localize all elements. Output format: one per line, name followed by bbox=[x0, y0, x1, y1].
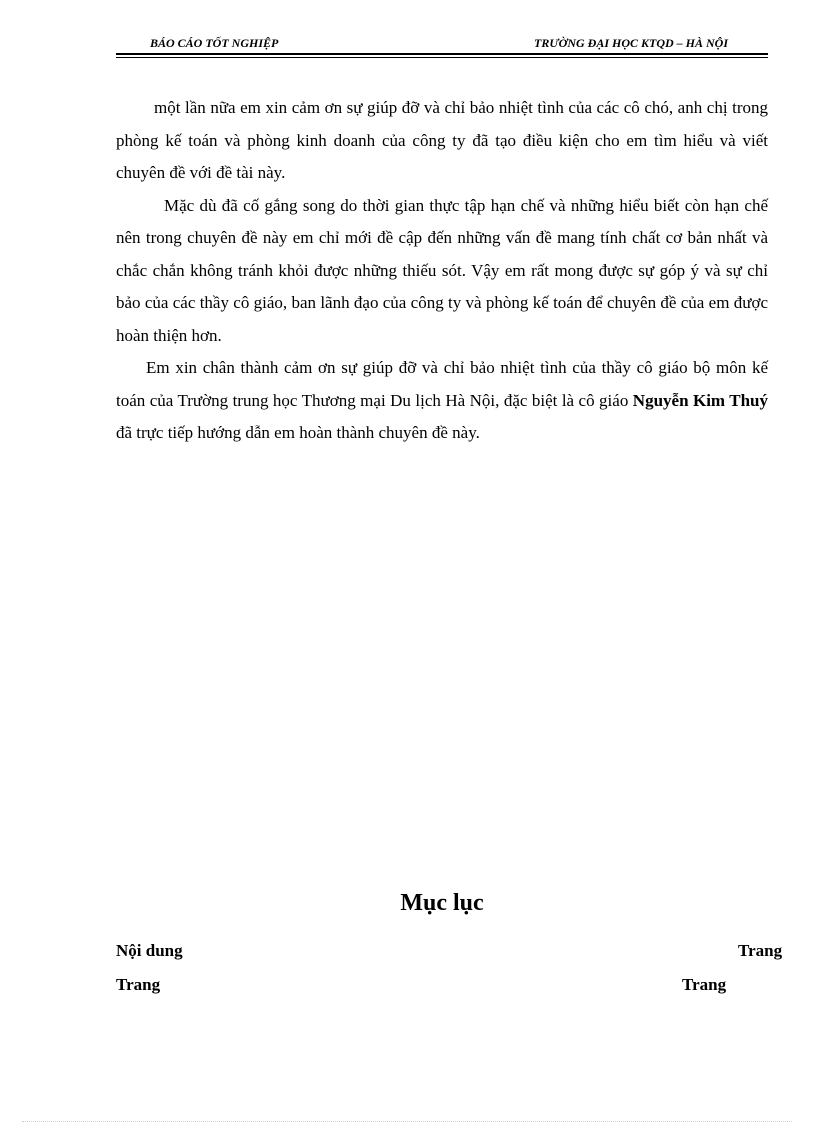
header-rule-thick bbox=[116, 53, 768, 55]
paragraph-thanks-teachers-start: Em xin chân thành cảm ơn sự giúp đỡ và chỉ bảo nhiệt tình của thầy cô giáo bộ môn kế toán của Trường trung học Thương mại Du lịch Hà Nội, đặc biệt là cô giáo bbox=[116, 358, 768, 410]
paragraph-thanks-teachers-end: đã trực tiếp hướng dẫn em hoàn thành chuyên đề này. bbox=[116, 423, 480, 442]
header-report-title: BÁO CÁO TỐT NGHIỆP bbox=[150, 36, 279, 50]
header-university: TRƯỜNG ĐẠI HỌC KTQD – HÀ NỘI bbox=[534, 36, 728, 50]
body-text bbox=[116, 92, 768, 450]
toc-page-label-right: Trang bbox=[682, 975, 727, 994]
paragraph-thanks-company: một lần nữa em xin cảm ơn sự giúp đỡ và chỉ bảo nhiệt tình của các cô chó, anh chị trong phòng kế toán và phòng kinh doanh của công ty đã tạo điều kiện cho em tìm hiểu và viết chuyên đề với đề tài này. bbox=[116, 98, 768, 182]
paragraph-limitations: Mặc dù đã cố gắng song do thời gian thực tập hạn chế và những hiểu biết còn hạn chế nên trong chuyên đề này em chỉ mới đề cập đến những vấn đề mang tính chất cơ bản nhất và chắc chắn không tránh khỏi được những thiếu sót. Vậy em rất mong được sự góp ý và sự chỉ bảo của các thầy cô giáo, ban lãnh đạo của công ty và phòng kế toán để chuyên đề của em được hoàn thiện hơn. bbox=[116, 195, 768, 345]
paragraph-thanks-teachers bbox=[116, 352, 768, 450]
toc-page-label-left: Trang bbox=[116, 975, 161, 994]
toc-title: Mục lục bbox=[400, 890, 484, 916]
toc-page-label: Trang bbox=[738, 941, 783, 960]
advisor-name: Nguyễn Kim Thuý bbox=[632, 390, 768, 410]
page-bottom-divider bbox=[22, 1121, 792, 1122]
page-header bbox=[116, 36, 768, 54]
header-rule-thin bbox=[116, 57, 768, 58]
toc-content-label: Nội dung bbox=[116, 941, 183, 960]
